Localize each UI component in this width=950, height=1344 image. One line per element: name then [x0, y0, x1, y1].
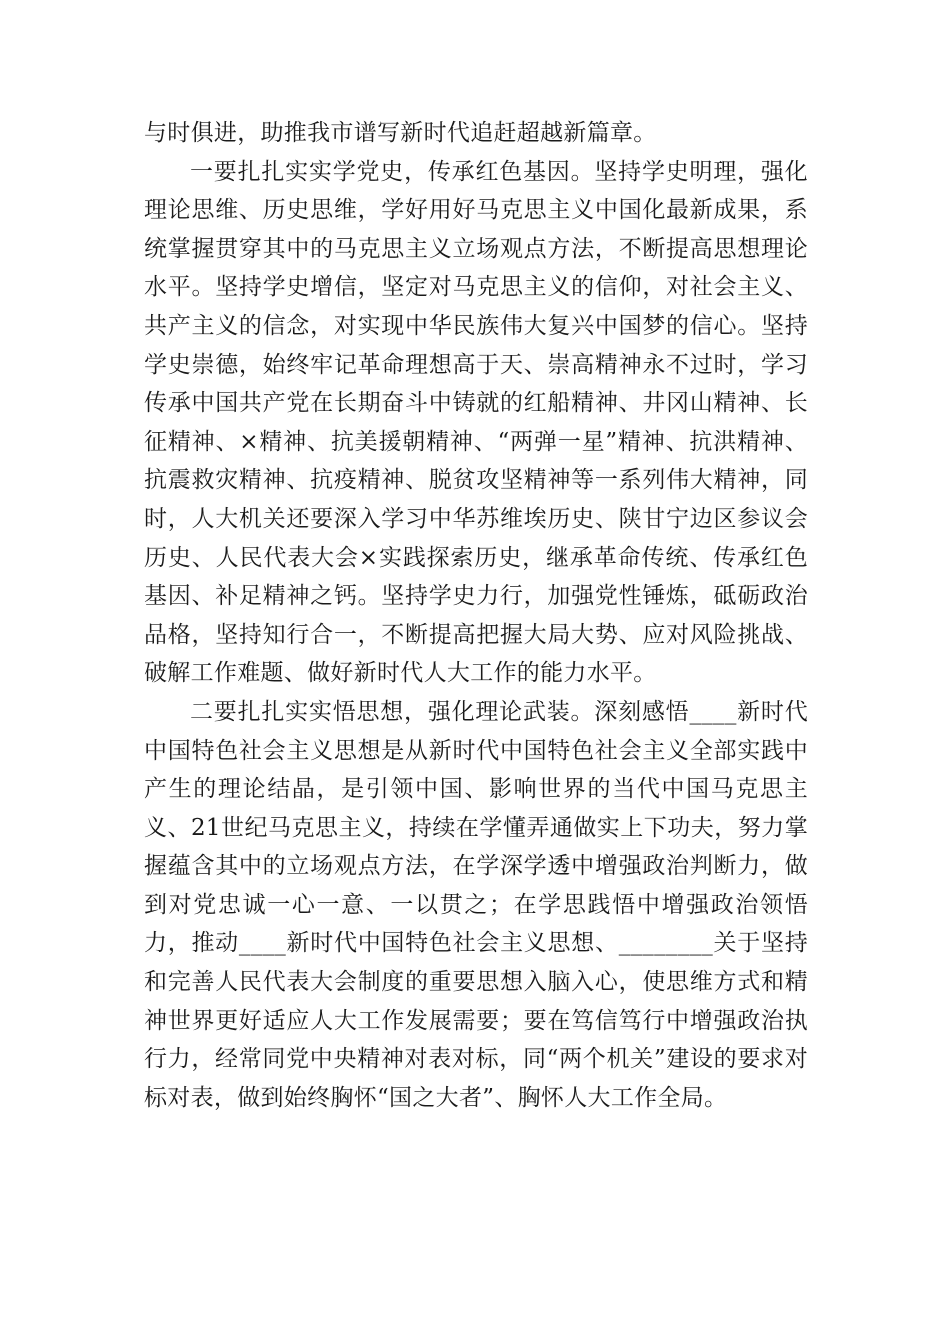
paragraph-continuation: 与时俱进，助推我市谱写新时代追赶超越新篇章。 [144, 120, 657, 146]
document-body [144, 114, 808, 1117]
paragraph-study-party-history: 一要扎扎实实学党史，传承红色基因。坚持学史明理，强化理论思维、历史思维，学好用好马克思主义中国化最新成果，系统掌握贯穿其中的马克思主义立场观点方法，不断提高思想理论水平。坚持学史增信，坚定对马克思主义的信仰，对社会主义、共产主义的信念，对实现中华民族伟大复兴中国梦的信心。坚持学史崇德，始终牢记革命理想高于天、崇高精神永不过时，学习传承中国共产党在长期奋斗中铸就的红船精神、井冈山精神、长征精神、×精神、抗美援朝精神、“两弹一星”精神、抗洪精神、抗震救灾精神、抗疫精神、脱贫攻坚精神等一系列伟大精神，同时，人大机关还要深入学习中华苏维埃历史、陕甘宁边区参议会历史、人民代表大会×实践探索历史，继承革命传统、传承红色基因、补足精神之钙。坚持学史力行，加强党性锤炼，砥砺政治品格，坚持知行合一，不断提高把握大局大势、应对风险挑战、破解工作难题、做好新时代人大工作的能力水平。 [144, 158, 808, 687]
paragraph-understand-thought: 二要扎扎实实悟思想，强化理论武装。深刻感悟____新时代中国特色社会主义思想是从新时代中国特色社会主义全部实践中产生的理论结晶，是引领中国、影响世界的当代中国马克思主义、21世纪马克思主义，持续在学懂弄通做实上下功夫，努力掌握蕴含其中的立场观点方法，在学深学透中增强政治判断力，做到对党忠诚一心一意、一以贯之；在学思践悟中增强政治领悟力，推动____新时代中国特色社会主义思想、________关于坚持和完善人民代表大会制度的重要思想入脑入心，使思维方式和精神世界更好适应人大工作发展需要；要在笃信笃行中增强政治执行力，经常同党中央精神对表对标，同“两个机关”建设的要求对标对表，做到始终胸怀“国之大者”、胸怀人大工作全局。 [144, 698, 808, 1111]
